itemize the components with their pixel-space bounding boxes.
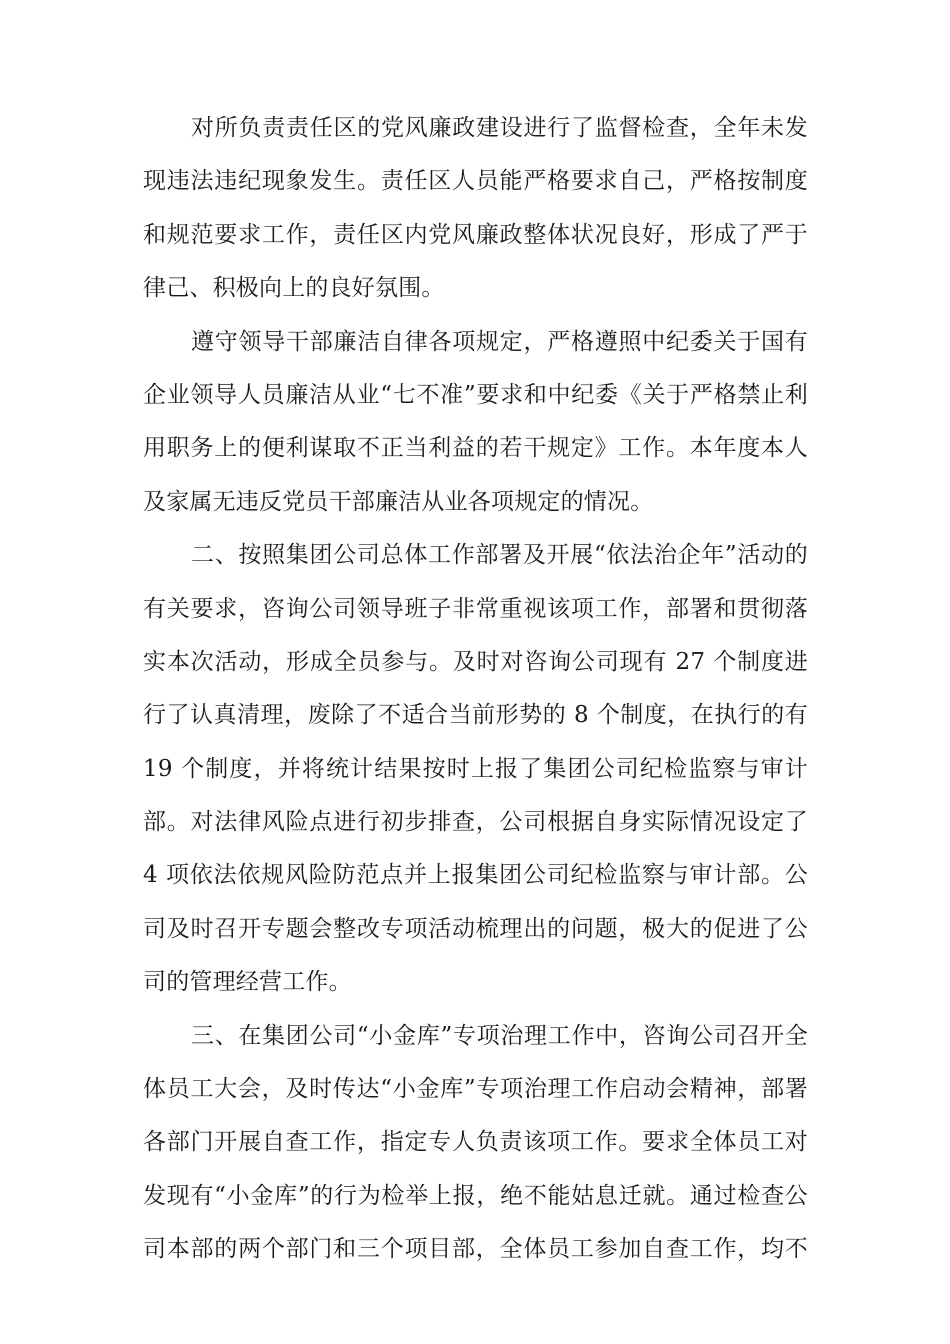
text-line: 和规范要求工作，责任区内党风廉政整体状况良好，形成了严于 <box>143 221 808 248</box>
text-line: 实本次活动，形成全员参与。及时对咨询公司现有 27 个制度进 <box>143 648 808 675</box>
paragraph-3 <box>143 529 808 1010</box>
text-line: 二、按照集团公司总体工作部署及开展“依法治企年”活动的 <box>191 542 808 569</box>
text-line: 行了认真清理，废除了不适合当前形势的 8 个制度，在执行的有 <box>143 702 808 729</box>
paragraph-2 <box>143 316 808 530</box>
text-line: 有关要求，咨询公司领导班子非常重视该项工作，部署和贯彻落 <box>143 595 808 622</box>
text-line: 部。对法律风险点进行初步排查，公司根据自身实际情况设定了 <box>143 809 808 836</box>
text-line: 各部门开展自查工作，指定专人负责该项工作。要求全体员工对 <box>143 1129 808 1156</box>
text-line: 发现有“小金库”的行为检举上报，绝不能姑息迁就。通过检查公 <box>143 1182 808 1209</box>
text-line: 4 项依法依规风险防范点并上报集团公司纪检监察与审计部。公 <box>143 862 808 889</box>
text-line: 遵守领导干部廉洁自律各项规定，严格遵照中纪委关于国有 <box>191 328 808 355</box>
document-body <box>143 102 808 1277</box>
text-line: 19 个制度，并将统计结果按时上报了集团公司纪检监察与审计 <box>143 755 808 782</box>
text-line: 现违法违纪现象发生。责任区人员能严格要求自己，严格按制度 <box>143 168 808 195</box>
text-line: 及家属无违反党员干部廉洁从业各项规定的情况。 <box>143 488 654 515</box>
text-line: 用职务上的便利谋取不正当利益的若干规定》工作。本年度本人 <box>143 435 808 462</box>
text-line: 三、在集团公司“小金库”专项治理工作中，咨询公司召开全 <box>191 1022 808 1049</box>
text-line: 对所负责责任区的党风廉政建设进行了监督检查，全年未发 <box>191 115 808 141</box>
text-line: 律己、积极向上的良好氛围。 <box>143 275 445 302</box>
text-line: 企业领导人员廉洁从业“七不准”要求和中纪委《关于严格禁止利 <box>143 381 808 408</box>
text-line: 司及时召开专题会整改专项活动梳理出的问题，极大的促进了公 <box>143 915 808 942</box>
paragraph-4 <box>143 1010 808 1277</box>
text-line: 体员工大会，及时传达“小金库”专项治理工作启动会精神，部署 <box>143 1076 808 1103</box>
paragraph-1 <box>143 102 808 316</box>
text-line: 司的管理经营工作。 <box>143 969 352 996</box>
text-line: 司本部的两个部门和三个项目部，全体员工参加自查工作，均不 <box>143 1236 808 1263</box>
